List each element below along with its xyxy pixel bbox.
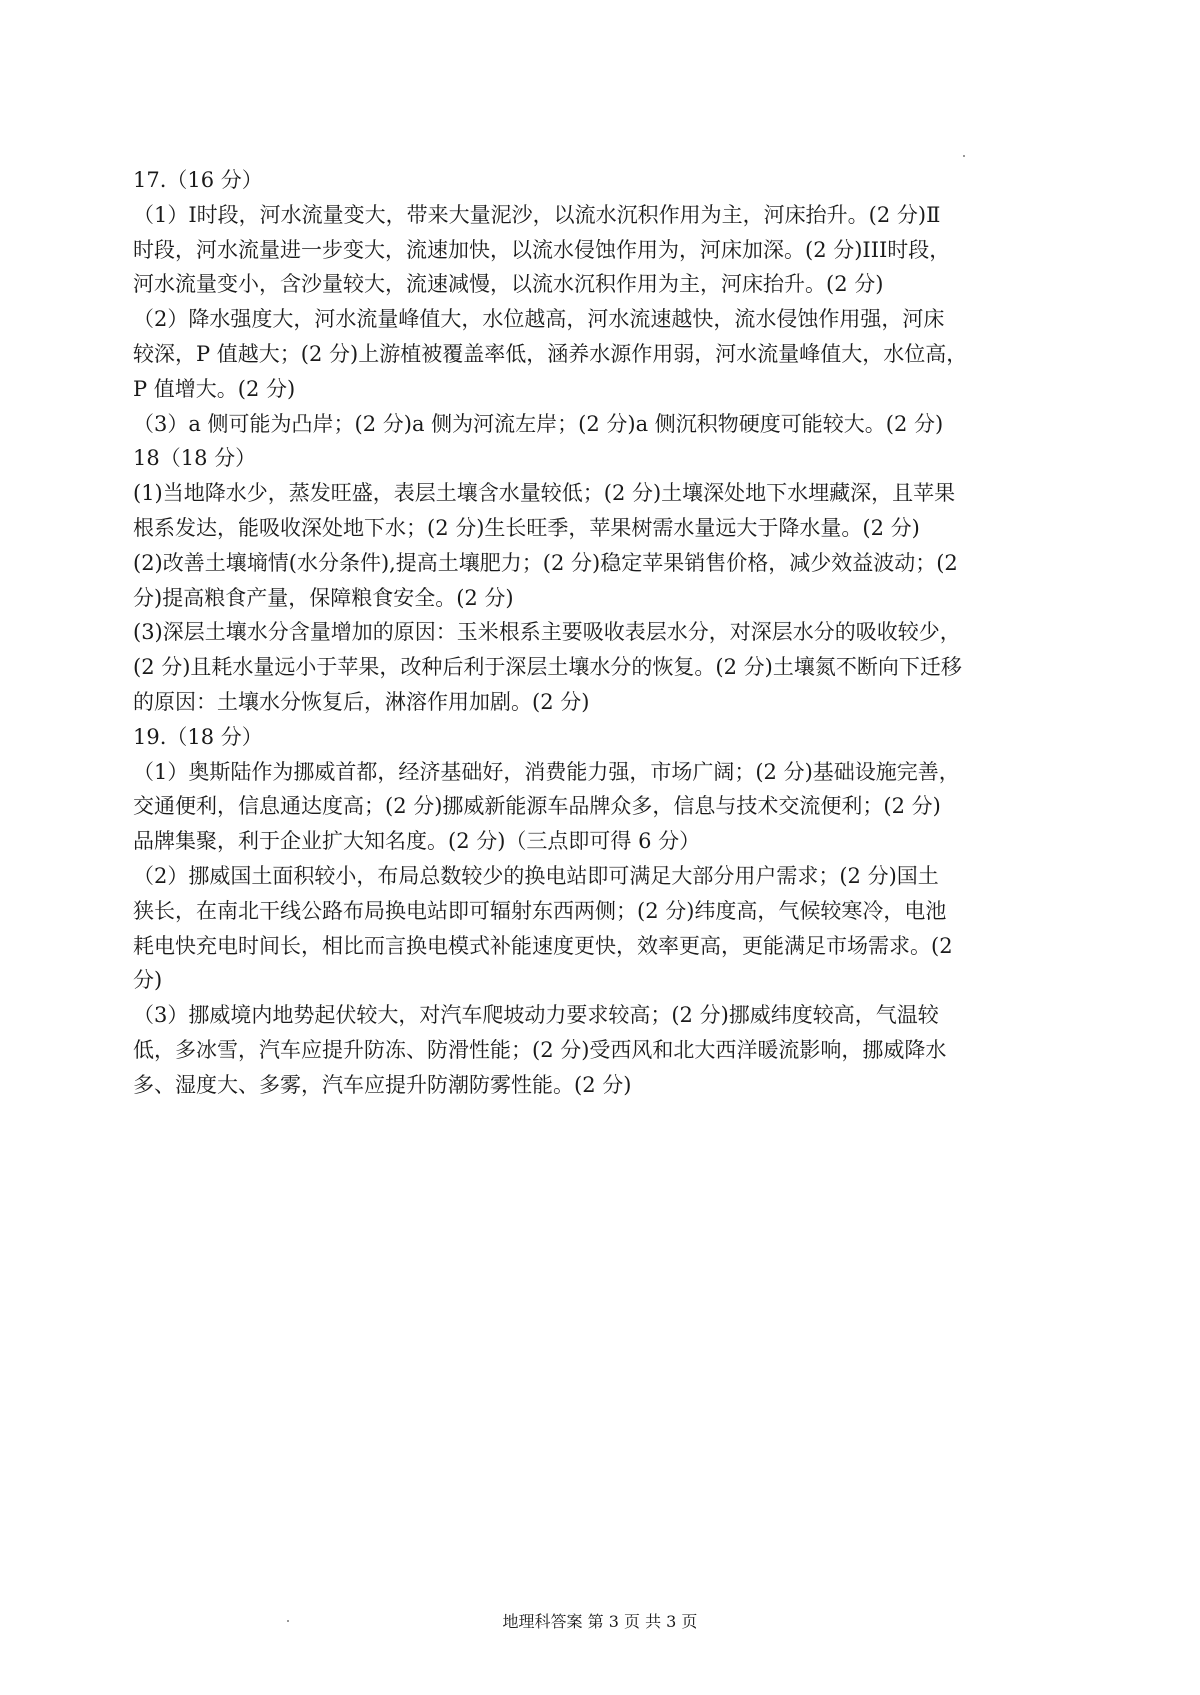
answer-line: 耗电快充电时间长，相比而言换电模式补能速度更快，效率更高，更能满足市场需求。(2 [133, 933, 953, 958]
answer-line: 品牌集聚，利于企业扩大知名度。(2 分)（三点即可得 6 分） [133, 829, 701, 854]
answer-line: 18（18 分） [133, 446, 257, 471]
answer-line: (3)深层土壤水分含量增加的原因：玉米根系主要吸收表层水分，对深层水分的吸收较少， [133, 620, 961, 645]
answer-line: （3）a 侧可能为凸岸；(2 分)a 侧为河流左岸；(2 分)a 侧沉积物硬度可能较大。(2 分) [133, 411, 944, 436]
answer-line: 的原因：土壤水分恢复后，淋溶作用加剧。(2 分) [133, 689, 590, 714]
answer-line: （2）降水强度大，河水流量峰值大，水位越高，河水流速越快，流水侵蚀作用强，河床 [133, 307, 945, 332]
answer-line: 根系发达，能吸收深处地下水；(2 分)生长旺季，苹果树需水量远大于降水量。(2 分) [133, 515, 920, 540]
answer-line: 分) [133, 968, 163, 993]
answer-line: 多、湿度大、多雾，汽车应提升防潮防雾性能。(2 分) [133, 1072, 632, 1097]
answer-line: 分)提高粮食产量，保障粮食安全。(2 分) [133, 585, 514, 610]
answer-line: 时段，河水流量进一步变大，流速加快，以流水侵蚀作用为，河床加深。(2 分)III时段， [133, 237, 951, 262]
answer-line: 低，多冰雪，汽车应提升防冻、防滑性能；(2 分)受西风和北大西洋暖流影响，挪威降水 [133, 1037, 947, 1062]
answer-line: 河水流量变小，含沙量较大，流速减慢，以流水沉积作用为主，河床抬升。(2 分) [133, 272, 884, 297]
answer-line: (2 分)且耗水量远小于苹果，改种后利于深层土壤水分的恢复。(2 分)土壤氮不断向下迁移 [133, 655, 962, 680]
answer-line: (2)改善土壤墒情(水分条件),提高土壤肥力；(2 分)稳定苹果销售价格，减少效益波动；(2 [133, 550, 958, 575]
answer-line: （2）挪威国土面积较小，布局总数较少的换电站即可满足大部分用户需求；(2 分)国土 [133, 863, 939, 888]
answer-line: （1）Ⅰ时段，河水流量变大，带来大量泥沙，以流水沉积作用为主，河床抬升。(2 分)Ⅱ [133, 202, 941, 227]
answer-line: 较深，P 值越大；(2 分)上游植被覆盖率低，涵养水源作用弱，河水流量峰值大，水位高， [133, 341, 968, 366]
answer-text-body [133, 163, 1073, 1103]
scan-speck [963, 155, 965, 157]
answer-line: （3）挪威境内地势起伏较大，对汽车爬坡动力要求较高；(2 分)挪威纬度较高，气温较 [133, 1003, 939, 1028]
answer-line: （1）奥斯陆作为挪威首都，经济基础好，消费能力强，市场广阔；(2 分)基础设施完善， [133, 759, 960, 784]
answer-line: (1)当地降水少，蒸发旺盛，表层土壤含水量较低；(2 分)土壤深处地下水埋藏深，且苹果 [133, 481, 956, 506]
answer-line: 交通便利，信息通达度高；(2 分)挪威新能源车品牌众多，信息与技术交流便利；(2 分) [133, 794, 941, 819]
answer-line: P 值增大。(2 分) [133, 376, 296, 401]
answer-line: 狭长，在南北干线公路布局换电站即可辐射东西两侧；(2 分)纬度高，气候较寒冷，电池 [133, 898, 947, 923]
answer-line: 17.（16 分） [133, 168, 263, 192]
answer-line: 19.（18 分） [133, 724, 263, 749]
page-footer: 地理科答案 第 3 页 共 3 页 [502, 1612, 698, 1631]
